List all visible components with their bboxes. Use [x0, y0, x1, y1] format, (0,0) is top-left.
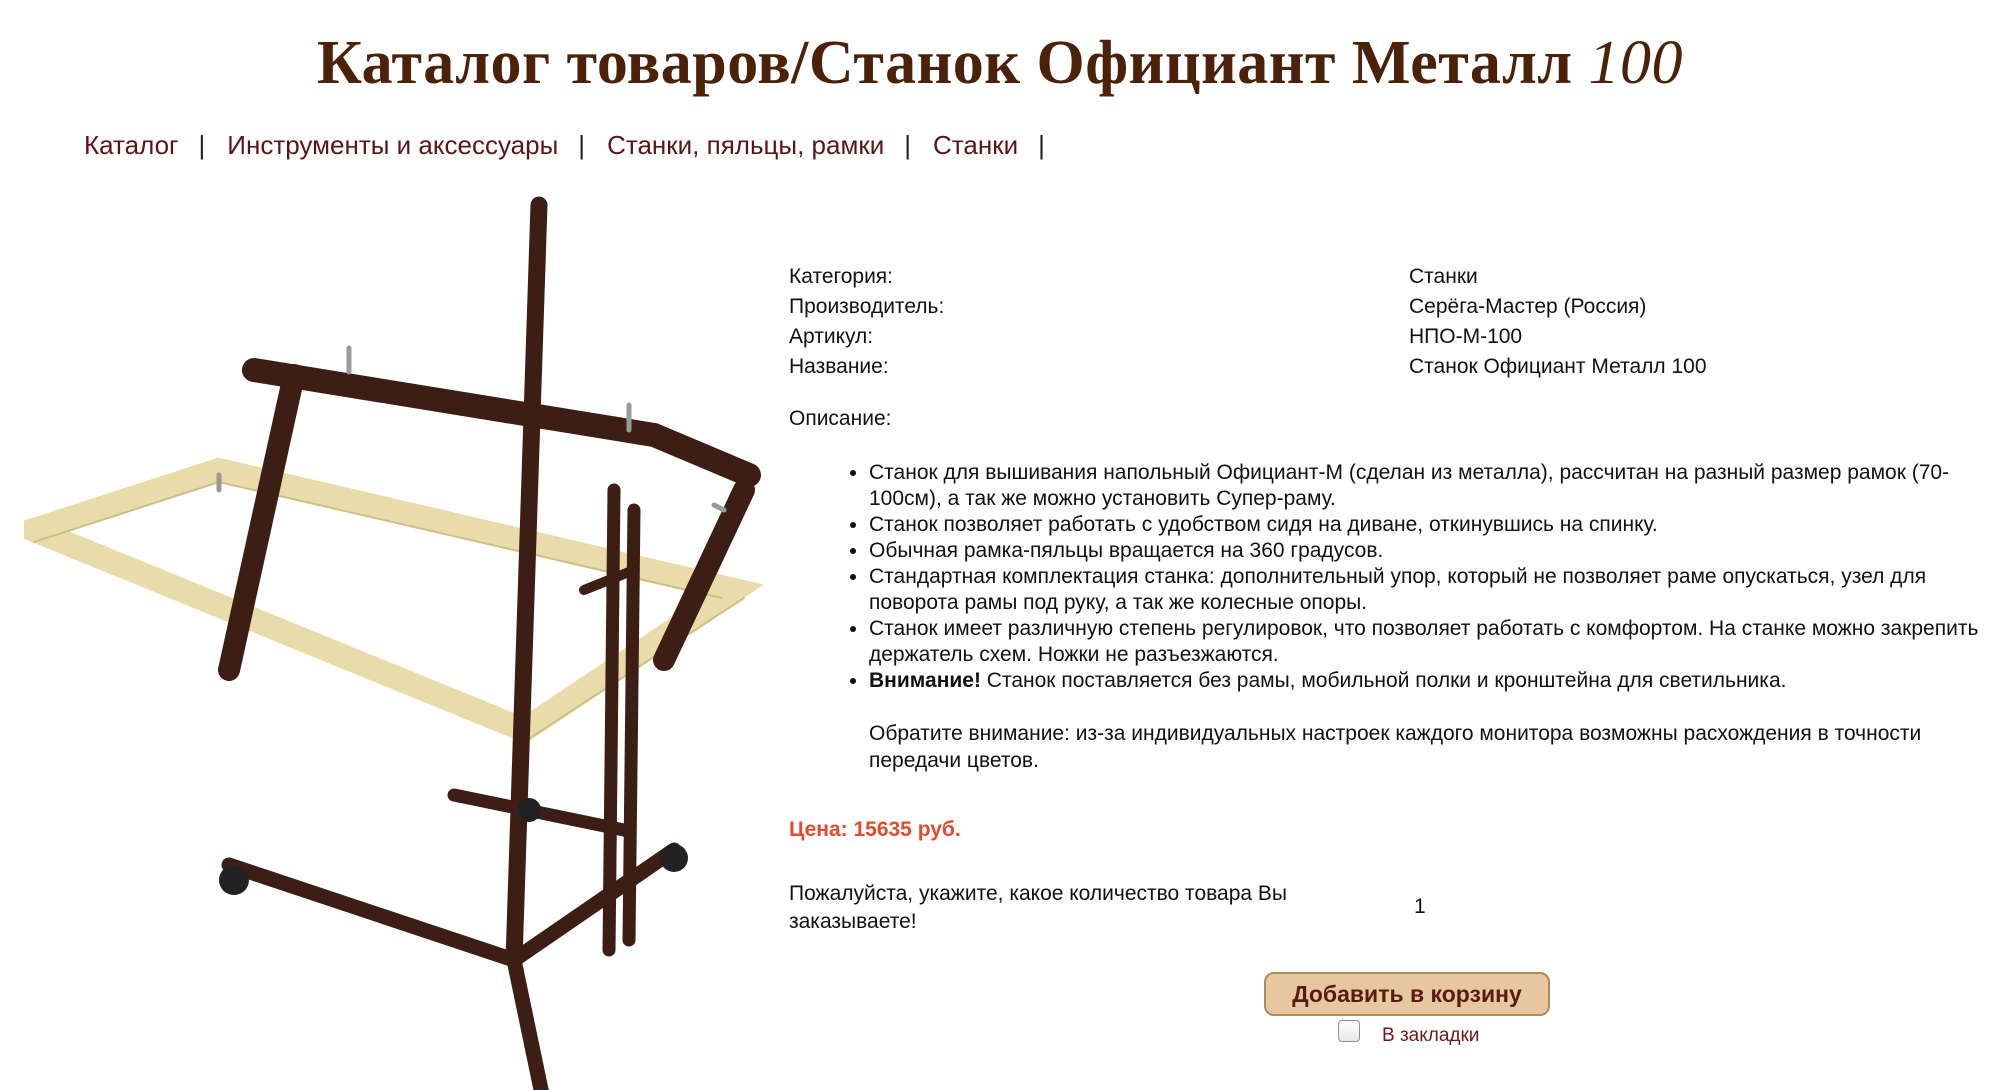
product-details: [789, 262, 1991, 774]
breadcrumb-frames[interactable]: Станки, пяльцы, рамки: [607, 130, 885, 160]
property-label: Название:: [789, 355, 889, 378]
breadcrumb-tools[interactable]: Инструменты и аксессуары: [227, 130, 559, 160]
breadcrumb-stands[interactable]: Станки: [932, 130, 1019, 160]
property-label: Производитель:: [789, 295, 945, 318]
page-title: [0, 28, 2000, 99]
breadcrumb-catalog[interactable]: Каталог: [84, 130, 179, 160]
description-item: • Станок для вышивания напольный Официант-М (сделан из металла), рассчитан на разный размер рамок (70-100см), а так же можно установить Супер-раму.: [869, 460, 1991, 512]
property-row: [789, 352, 1991, 382]
quantity-input[interactable]: 1: [1414, 895, 1426, 918]
warning-text: Станок поставляется без рамы, мобильной полки и кронштейна для светильника.: [980, 669, 1787, 692]
property-value: Станки: [1409, 265, 1478, 288]
description-item: • Обычная рамка-пяльцы вращается на 360 градусов.: [869, 538, 1991, 564]
description-label: Описание:: [789, 407, 892, 430]
breadcrumb-separator: |: [1038, 130, 1045, 160]
breadcrumb-separator: |: [198, 130, 206, 160]
property-row: [789, 292, 1991, 322]
breadcrumb: [84, 130, 1067, 161]
breadcrumb-separator: |: [904, 130, 911, 160]
property-label: Артикул:: [789, 325, 874, 348]
description-list: [789, 460, 1991, 694]
warning-label: Внимание!: [869, 669, 981, 692]
bookmark-checkbox[interactable]: [1338, 1020, 1360, 1042]
add-to-cart-button[interactable]: Добавить в корзину: [1264, 972, 1550, 1016]
quantity-prompt: Пожалуйста, укажите, какое количество товара Вы заказываете!: [789, 882, 1288, 933]
breadcrumb-separator: |: [578, 130, 586, 160]
property-row: [789, 322, 1991, 352]
description-item-warning: [869, 668, 1991, 694]
property-label: Категория:: [789, 265, 894, 288]
page-title-number: 100: [1588, 29, 1684, 97]
property-value: Станок Официант Металл 100: [1409, 355, 1707, 378]
bookmark-label[interactable]: В закладки: [1382, 1025, 1480, 1046]
description-item: • Станок позволяет работать с удобством сидя на диване, откинувшись на спинку.: [869, 512, 1991, 538]
property-row: [789, 262, 1991, 292]
property-value: НПО-М-100: [1409, 325, 1523, 348]
page-title-text: Каталог товаров/Станок Официант Металл: [316, 29, 1573, 97]
color-note: Обратите внимание: из-за индивидуальных настроек каждого монитора возможны расхождения в точности передачи цветов.: [869, 722, 1922, 772]
price: Цена: 15635 руб.: [789, 818, 961, 841]
description-item: • Станок имеет различную степень регулировок, что позволяет работать с комфортом. На станке можно закрепить держатель схем. Ножки не разъезжаются.: [869, 616, 1991, 668]
product-image[interactable]: [24, 190, 784, 1090]
property-value: Серёга-Мастер (Россия): [1409, 295, 1647, 318]
description-item: • Стандартная комплектация станка: дополнительный упор, который не позволяет раме опускаться, узел для поворота рамы под руку, а так же колесные опоры.: [869, 564, 1991, 616]
